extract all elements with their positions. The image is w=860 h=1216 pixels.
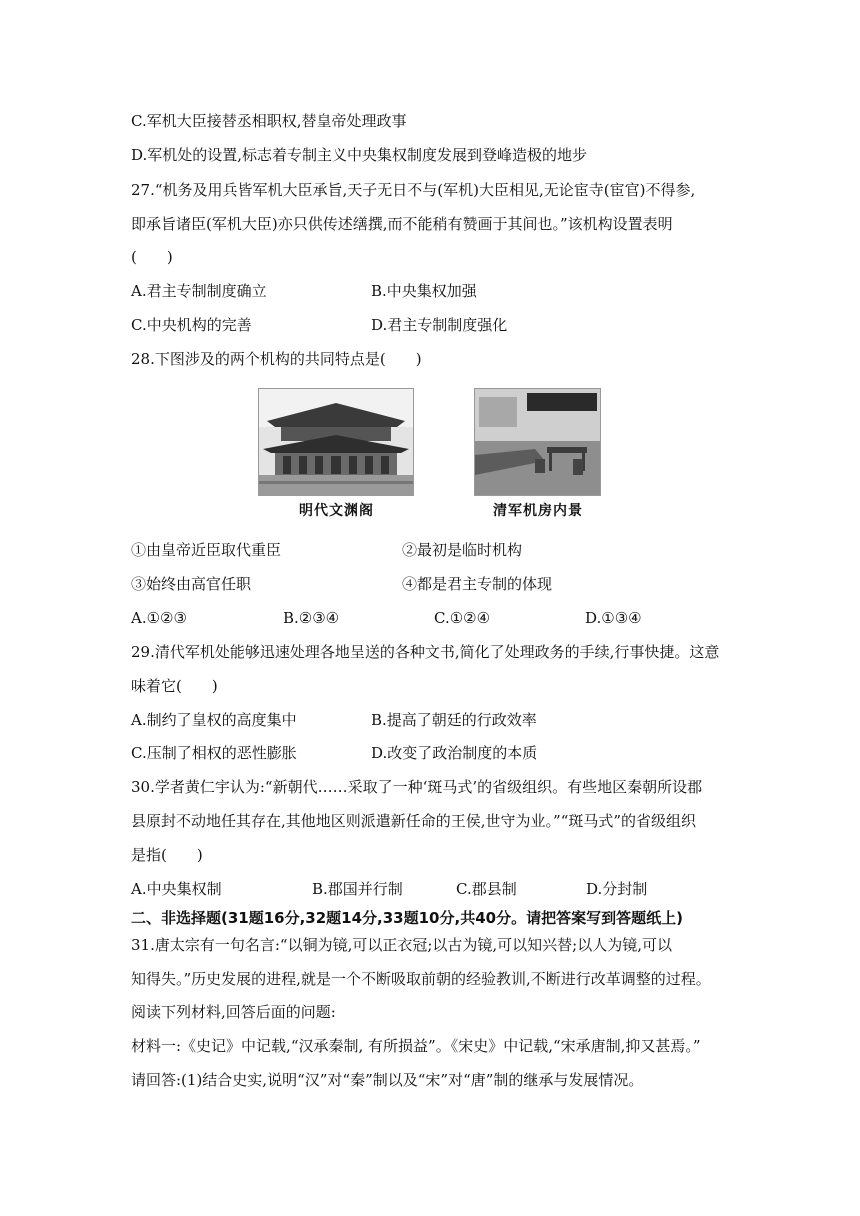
pavilion-illustration — [259, 389, 413, 495]
q30-stem-line2: 县原封不动地任其存在,其他地区则派遣新任命的王侯,世守为业。”“斑马式”的省级组织 — [131, 812, 697, 830]
q29-stem-line1: 29.清代军机处能够迅速处理各地呈送的各种文书,简化了处理政务的手续,行事快捷。这意 — [131, 643, 720, 661]
wenyuange-caption: 明代文渊阁 — [299, 503, 374, 519]
q30-option-a: A.中央集权制 — [131, 880, 222, 898]
q26-option-d: D.军机处的设置,标志着专制主义中央集权制度发展到登峰造极的地步 — [131, 146, 588, 164]
q30-option-c: C.郡县制 — [456, 880, 517, 898]
q28-statement-4: ④都是君主专制的体现 — [402, 575, 553, 593]
q27-stem-line2: 即承旨诸臣(军机大臣)亦只供传述缮撰,而不能稍有赞画于其间也。”该机构设置表明 — [131, 215, 673, 233]
q27-option-d: D.君主专制制度强化 — [371, 316, 508, 334]
q30-option-d: D.分封制 — [586, 880, 648, 898]
section-2-heading: 二、非选择题(31题16分,32题14分,33题10分,共40分。请把答案写到答题纸上) — [131, 909, 683, 927]
q27-option-c: C.中央机构的完善 — [131, 316, 252, 334]
q30-stem-line3: 是指( ) — [131, 846, 203, 864]
q31-question-1: 请回答:(1)结合史实,说明“汉”对“秦”制以及“宋”对“唐”制的继承与发展情况。 — [131, 1071, 644, 1089]
wenyuange-photo — [258, 388, 414, 496]
q26-option-c: C.军机大臣接替丞相职权,替皇帝处理政事 — [131, 112, 407, 130]
q31-stem-line3: 阅读下列材料,回答后面的问题: — [131, 1003, 336, 1021]
q27-option-a: A.君主专制制度确立 — [131, 282, 267, 300]
q28-statement-2: ②最初是临时机构 — [402, 541, 523, 559]
q31-stem-line1: 31.唐太宗有一句名言:“以铜为镜,可以正衣冠;以古为镜,可以知兴替;以人为镜,可以 — [131, 936, 672, 954]
q30-option-b: B.郡国并行制 — [312, 880, 403, 898]
q28-stem: 28.下图涉及的两个机构的共同特点是( ) — [131, 350, 422, 368]
q28-option-a: A.①②③ — [131, 609, 187, 627]
q28-statement-3: ③始终由高官任职 — [131, 575, 252, 593]
q29-option-c: C.压制了相权的恶性膨胀 — [131, 744, 297, 762]
q29-option-b: B.提高了朝廷的行政效率 — [371, 711, 537, 729]
interior-illustration — [475, 389, 600, 495]
q28-option-c: C.①②④ — [434, 609, 491, 627]
q28-option-b: B.②③④ — [283, 609, 340, 627]
q31-material-1: 材料一:《史记》中记载,“汉承秦制, 有所损益”。《宋史》中记载,“宋承唐制,抑又甚焉。” — [131, 1037, 701, 1055]
q28-statement-1: ①由皇帝近臣取代重臣 — [131, 541, 282, 559]
q27-stem-line3: ( ) — [131, 248, 173, 266]
q29-stem-line2: 味着它( ) — [131, 677, 218, 695]
q29-option-d: D.改变了政治制度的本质 — [371, 744, 538, 762]
q28-option-d: D.①③④ — [585, 609, 642, 627]
q30-stem-line1: 30.学者黄仁宇认为:“新朝代……采取了一种‘斑马式’的省级组织。有些地区秦朝所设郡 — [131, 778, 703, 796]
q27-option-b: B.中央集权加强 — [371, 282, 477, 300]
junjifang-caption: 清军机房内景 — [493, 503, 583, 519]
junjifang-photo — [474, 388, 601, 496]
q27-stem-line1: 27.“机务及用兵皆军机大臣承旨,天子无日不与(军机)大臣相见,无论宦寺(宦官)不得参, — [131, 181, 696, 199]
q29-option-a: A.制约了皇权的高度集中 — [131, 711, 297, 729]
q31-stem-line2: 知得失。”历史发展的进程,就是一个不断吸取前朝的经验教训,不断进行改革调整的过程。 — [131, 970, 711, 988]
